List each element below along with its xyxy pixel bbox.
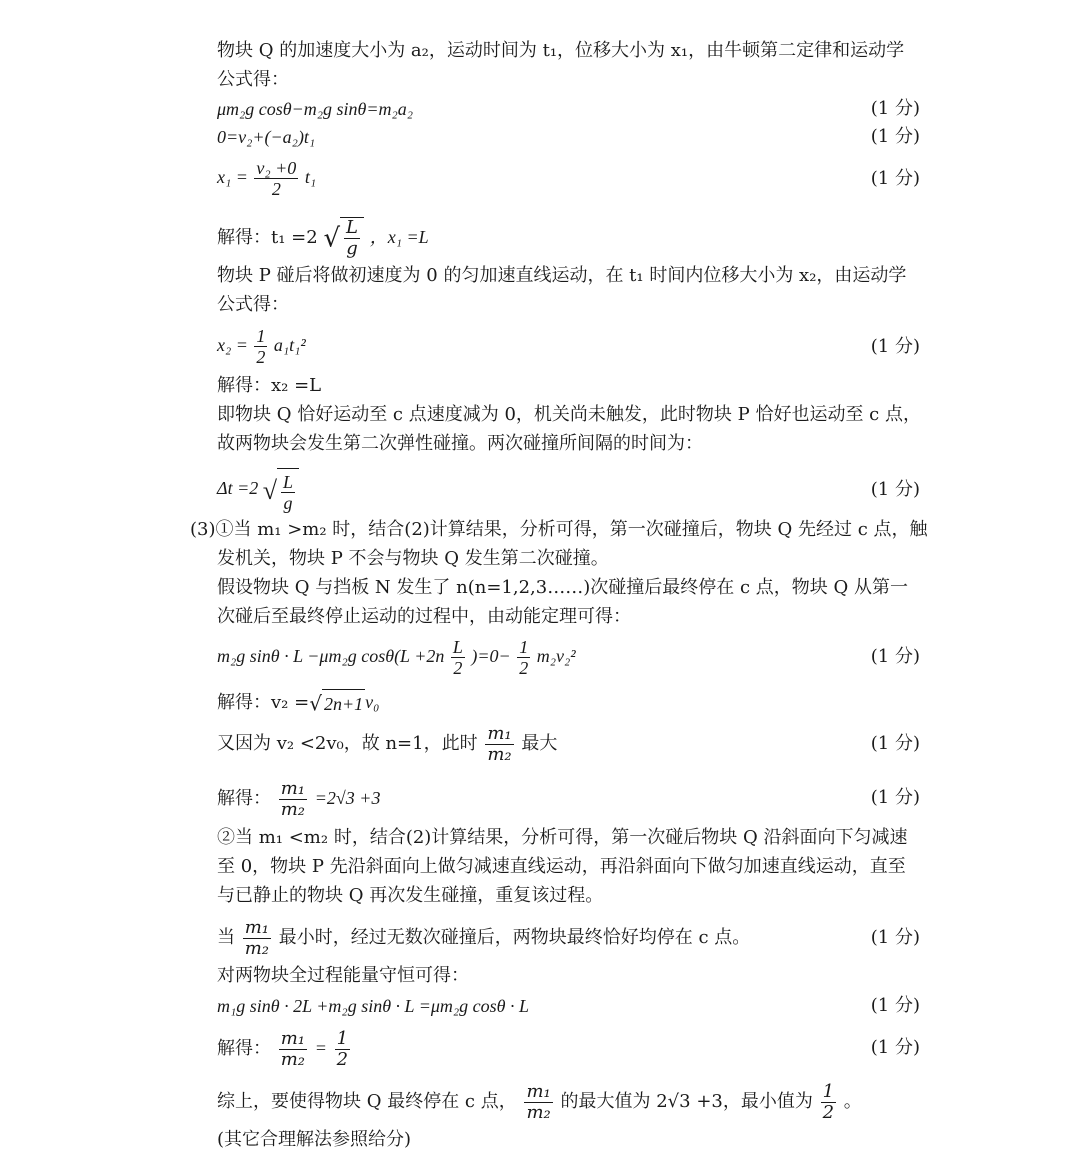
equation — [217, 324, 920, 367]
score-mark: (1 分) — [870, 995, 920, 1016]
text-line: 故两物块会发生第二次弹性碰撞。两次碰撞所间隔的时间为： — [217, 433, 703, 454]
numerator: L — [283, 472, 294, 493]
numerator: m₁ — [280, 777, 306, 799]
text-line: 公式得： — [217, 69, 289, 90]
text-line: 假设物块 Q 与挡板 N 发生了 n(n=1,2,3……)次碰撞后最终停在 c 点，物块 Q 从第一 — [217, 577, 908, 598]
fraction — [485, 724, 513, 765]
equation-lhs: x₂ = — [217, 335, 248, 355]
square-root — [323, 217, 364, 260]
equation-part: m₂v₂² — [536, 646, 576, 666]
equation-lhs: x₁ = — [217, 167, 248, 187]
text-line: 即物块 Q 恰好运动至 c 点速度减为 0，机关尚未触发，此时物块 P 恰好也运动至 c 点， — [217, 404, 921, 425]
score-mark: (1 分) — [870, 336, 920, 357]
score-mark: (1 分) — [870, 787, 920, 808]
solution-text: = — [314, 1038, 327, 1058]
solution-text: 解得：t₁ =2 — [217, 227, 318, 248]
numerator: L — [452, 637, 463, 658]
text-line: 公式得： — [217, 294, 289, 315]
fraction — [335, 1029, 350, 1070]
text-line: 与已静止的物块 Q 再次发生碰撞，重复该过程。 — [217, 885, 604, 906]
equation-rhs: t₁ — [304, 167, 317, 187]
equation: μm₂g cosθ−m₂g sinθ=m₂a₂ — [217, 99, 414, 119]
solution-text: 解得：v₂ = — [217, 692, 310, 713]
denominator: 2 — [336, 1048, 349, 1070]
footnote: (其它合理解法参照给分) — [217, 1129, 412, 1150]
fraction — [243, 918, 271, 959]
denominator: 2 — [254, 178, 298, 199]
text-line — [217, 916, 920, 960]
numerator: 1 — [256, 326, 266, 347]
text-part: 的最大值为 2√3 +3，最小值为 — [560, 1091, 813, 1112]
text-line — [217, 722, 920, 766]
radical-icon: √ — [262, 475, 277, 505]
numerator: 1 — [336, 1027, 349, 1049]
radical-icon: √ — [309, 691, 322, 715]
equation-lhs: Δt =2 — [217, 478, 259, 498]
radicand: 2n+1 — [322, 689, 365, 718]
score-mark: (1 分) — [870, 168, 920, 189]
denominator: 2 — [519, 658, 529, 679]
solution-line: 解得：x₂ =L — [217, 375, 322, 396]
equation-part: m₂g sinθ · L −μm₂g cosθ(L +2n — [217, 646, 445, 666]
equation — [217, 634, 920, 678]
text-line: 发机关，物块 P 不会与物块 Q 发生第二次碰撞。 — [217, 548, 609, 569]
text-line: 物块 P 碰后将做初速度为 0 的匀加速直线运动，在 t₁ 时间内位移大小为 x₂，由运动学 — [217, 265, 907, 286]
text-line: 次碰后至最终停止运动的过程中，由动能定理可得： — [217, 606, 631, 627]
fraction — [517, 637, 530, 678]
equation — [217, 156, 920, 199]
text-line: 至 0，物块 P 先沿斜面向上做匀减速直线运动，再沿斜面向下做匀加速直线运动，直至 — [217, 856, 906, 877]
numerator: 1 — [822, 1080, 835, 1102]
solution-text: ，x₁ =L — [369, 227, 429, 247]
score-mark: (1 分) — [870, 98, 920, 119]
denominator: 2 — [256, 347, 266, 368]
solution-line — [217, 688, 920, 718]
equation: m₁g sinθ · 2L +m₂g sinθ · L =μm₂g cosθ · L — [217, 996, 530, 1016]
text-part: 。 — [843, 1091, 862, 1112]
solution-text: =2√3 +3 — [314, 788, 381, 808]
numerator: 1 — [519, 637, 529, 658]
solution-text: v₀ — [365, 692, 380, 712]
denominator: m₂ — [487, 743, 512, 765]
text-part: 最大 — [521, 733, 558, 754]
denominator: g — [344, 238, 360, 259]
score-mark: (1 分) — [870, 479, 920, 500]
denominator: m₂ — [526, 1101, 551, 1123]
solution-line — [217, 776, 920, 821]
text-part: 最小时，经过无数次碰撞后，两物块最终恰好均停在 c 点。 — [278, 927, 751, 948]
text-part: 又因为 v₂ <2v₀，故 n=1，此时 — [217, 733, 478, 754]
text-line: (3)①当 m₁ >m₂ 时，结合(2)计算结果，分析可得，第一次碰撞后，物块 Q 先经过 c 点，触 — [190, 519, 928, 540]
solution-text: 解得： — [217, 788, 271, 809]
text-line: 对两物块全过程能量守恒可得： — [217, 965, 469, 986]
score-mark: (1 分) — [870, 733, 920, 754]
fraction — [821, 1082, 836, 1123]
square-root — [309, 689, 365, 718]
numerator: m₁ — [487, 722, 512, 744]
denominator: 2 — [822, 1101, 835, 1123]
solution-text: 解得： — [217, 1038, 271, 1059]
score-mark: (1 分) — [870, 927, 920, 948]
fraction — [451, 637, 465, 678]
numerator: m₁ — [244, 916, 270, 938]
denominator: 2 — [451, 657, 465, 678]
denominator: m₂ — [280, 1048, 306, 1070]
score-mark: (1 分) — [870, 646, 920, 667]
score-mark: (1 分) — [870, 1037, 920, 1058]
radical-icon: √ — [323, 223, 341, 253]
fraction — [524, 1082, 552, 1123]
numerator: m₁ — [280, 1027, 306, 1049]
text-part: 当 — [217, 927, 235, 948]
summary-line — [217, 1080, 920, 1124]
text-line: 物块 Q 的加速度大小为 a₂，运动时间为 t₁，位移大小为 x₁，由牛顿第二定律和运动学 — [217, 40, 905, 61]
fraction — [279, 1029, 307, 1070]
solution-line — [217, 216, 920, 260]
numerator: L — [346, 217, 358, 238]
equation-rhs: a₁t₁² — [273, 335, 306, 355]
equation: 0=v₂+(−a₂)t₁ — [217, 127, 316, 147]
denominator: g — [281, 492, 295, 513]
equation — [217, 466, 920, 513]
text-line: ②当 m₁ <m₂ 时，结合(2)计算结果，分析可得，第一次碰后物块 Q 沿斜面向下匀减速 — [217, 827, 908, 848]
numerator: v₂ +0 — [256, 158, 297, 179]
denominator: m₂ — [280, 798, 306, 820]
solution-line — [217, 1026, 920, 1071]
numerator: m₁ — [526, 1080, 551, 1102]
square-root — [263, 467, 299, 514]
fraction — [279, 779, 307, 820]
score-mark: (1 分) — [870, 126, 920, 147]
fraction — [254, 158, 298, 199]
fraction — [254, 326, 267, 367]
text-part: 综上，要使得物块 Q 最终停在 c 点， — [217, 1091, 517, 1112]
denominator: m₂ — [244, 937, 270, 959]
equation-part: )=0− — [471, 646, 511, 666]
